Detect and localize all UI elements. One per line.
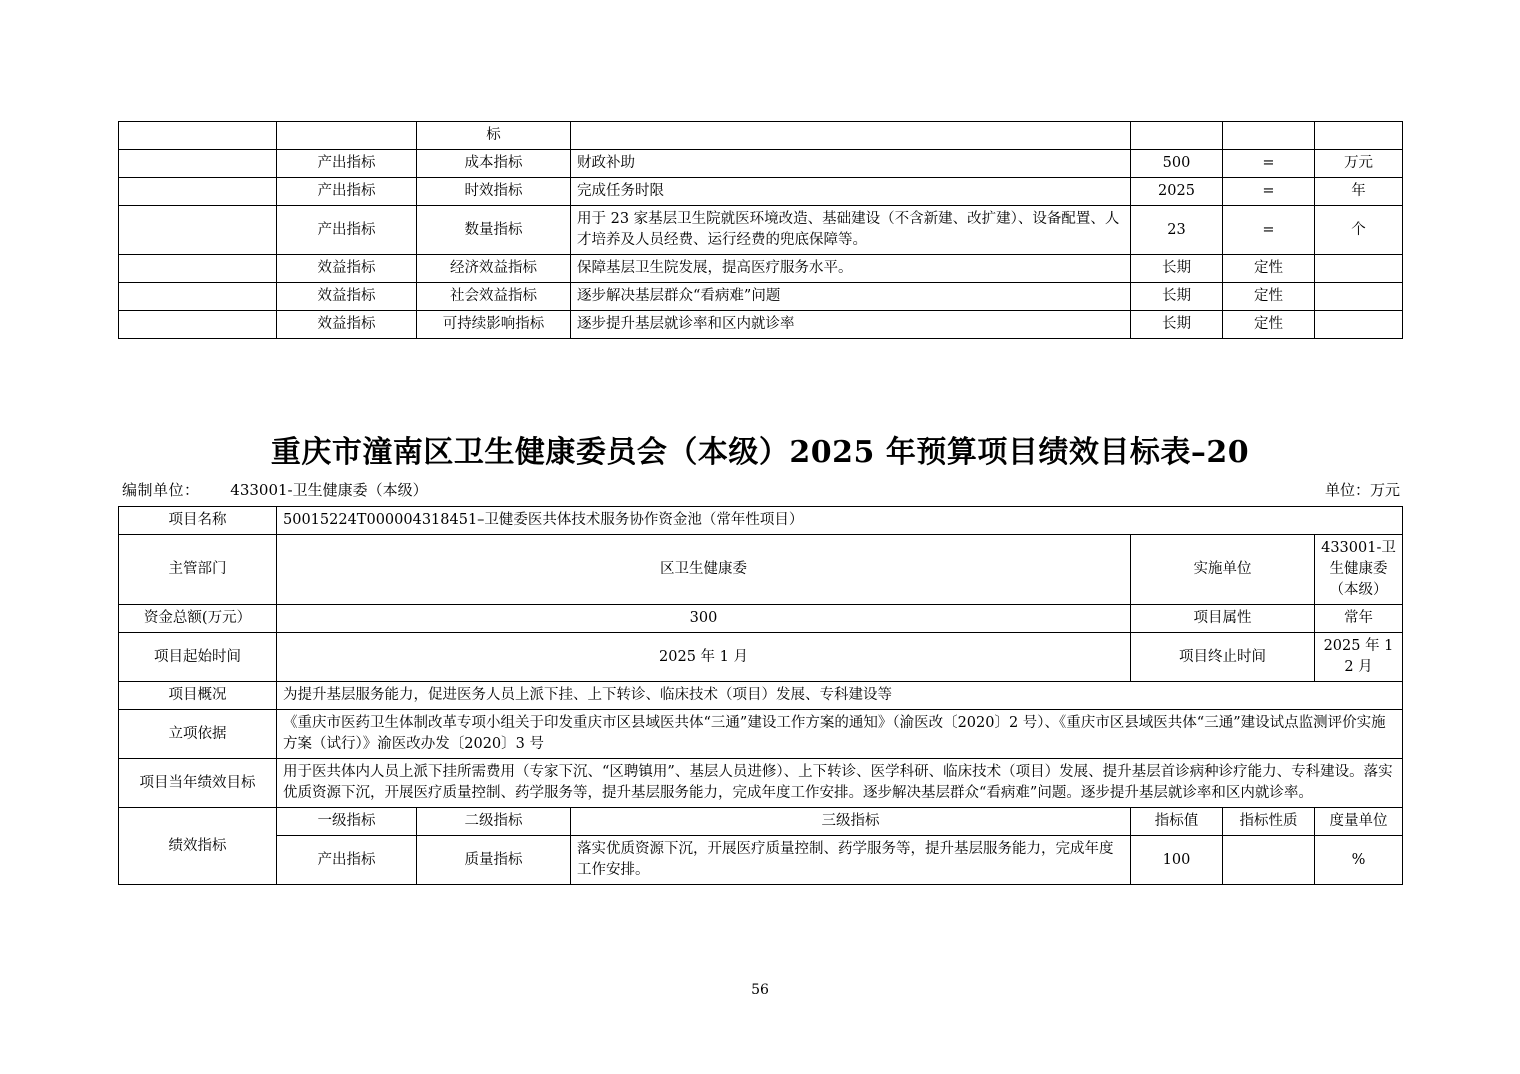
cell-level1: 产出指标 (277, 178, 417, 206)
cell-value: 23 (1131, 206, 1223, 255)
label-indicator: 绩效指标 (119, 808, 277, 885)
cell-empty-left (119, 206, 277, 255)
header-value: 指标值 (1131, 808, 1223, 836)
value-dept: 区卫生健康委 (277, 535, 1131, 605)
cell-empty-nature (1223, 122, 1315, 150)
table-row-total-amount (119, 605, 1403, 633)
cell-level2: 时效指标 (417, 178, 571, 206)
cell-value: 长期 (1131, 311, 1223, 339)
cell-empty-left (119, 283, 277, 311)
cell-level2: 社会效益指标 (417, 283, 571, 311)
value-impl-unit: 433001-卫生健康委（本级） (1315, 535, 1403, 605)
cell-unit: 年 (1315, 178, 1403, 206)
cell-value: 100 (1131, 836, 1223, 885)
label-end-time: 项目终止时间 (1131, 633, 1315, 682)
label-start-time: 项目起始时间 (119, 633, 277, 682)
table-row-period (119, 633, 1403, 682)
compile-unit-label: 编制单位： (122, 481, 200, 500)
compile-unit (118, 479, 428, 500)
cell-unit: 万元 (1315, 150, 1403, 178)
page-number: 56 (751, 982, 769, 998)
cell-level3: 落实优质资源下沉，开展医疗质量控制、药学服务等，提升基层服务能力，完成年度工作安排。 (571, 836, 1131, 885)
cell-level3: 逐步解决基层群众“看病难”问题 (571, 283, 1131, 311)
label-dept: 主管部门 (119, 535, 277, 605)
table-row (119, 283, 1403, 311)
table-row-basis (119, 710, 1403, 759)
label-impl-unit: 实施单位 (1131, 535, 1315, 605)
table-row (119, 150, 1403, 178)
cell-nature: 定性 (1223, 255, 1315, 283)
header-level3: 三级指标 (571, 808, 1131, 836)
page-title: 重庆市潼南区卫生健康委员会（本级）2025 年预算项目绩效目标表–20 (270, 435, 1250, 471)
table-row-annual-goal (119, 759, 1403, 808)
value-end-time: 2025 年 12 月 (1315, 633, 1403, 682)
cell-unit (1315, 311, 1403, 339)
continued-table-container (118, 0, 1402, 339)
cell-level1: 效益指标 (277, 283, 417, 311)
header-nature: 指标性质 (1223, 808, 1315, 836)
performance-indicator-table-continued (118, 121, 1403, 339)
cell-nature: = (1223, 206, 1315, 255)
cell-empty-left (119, 150, 277, 178)
cell-value: 长期 (1131, 255, 1223, 283)
cell-level3: 财政补助 (571, 150, 1131, 178)
cell-empty-left (119, 122, 277, 150)
label-overview: 项目概况 (119, 682, 277, 710)
cell-unit (1315, 255, 1403, 283)
cell-empty-level3 (571, 122, 1131, 150)
table-row-project-name (119, 507, 1403, 535)
cell-level1: 产出指标 (277, 206, 417, 255)
cell-unit: 个 (1315, 206, 1403, 255)
table-row (119, 255, 1403, 283)
cell-unit (1315, 283, 1403, 311)
cell-value: 长期 (1131, 283, 1223, 311)
cell-level2-partial: 标 (417, 122, 571, 150)
cell-nature: 定性 (1223, 283, 1315, 311)
cell-nature: = (1223, 178, 1315, 206)
cell-empty-left (119, 178, 277, 206)
header-unit: 度量单位 (1315, 808, 1403, 836)
value-overview: 为提升基层服务能力，促进医务人员上派下挂、上下转诊、临床技术（项目）发展、专科建设等 (277, 682, 1403, 710)
value-attribute: 常年 (1315, 605, 1403, 633)
label-total-amount: 资金总额(万元） (119, 605, 277, 633)
cell-empty-left (119, 311, 277, 339)
cell-empty-level1 (277, 122, 417, 150)
cell-empty-unit (1315, 122, 1403, 150)
cell-unit: % (1315, 836, 1403, 885)
cell-nature (1223, 836, 1315, 885)
cell-level2: 经济效益指标 (417, 255, 571, 283)
cell-level3: 用于 23 家基层卫生院就医环境改造、基础建设（不含新建、改扩建）、设备配置、人才培养及人员经费、运行经费的兜底保障等。 (571, 206, 1131, 255)
cell-empty-value (1131, 122, 1223, 150)
value-annual-goal: 用于医共体内人员上派下挂所需费用（专家下沉、“区聘镇用”、基层人员进修）、上下转诊、医学科研、临床技术（项目）发展、提升基层首诊病种诊疗能力、专科建设。落实优质资源下沉，开展医疗质量控制、药学服务等，提升基层服务能力，完成年度工作安排。逐步解决基层群众“看病难”问题。逐步提升基层就诊率和区内就诊率。 (277, 759, 1403, 808)
cell-empty-left (119, 255, 277, 283)
cell-level2: 可持续影响指标 (417, 311, 571, 339)
cell-nature: = (1223, 150, 1315, 178)
unit-note: 单位：万元 (1324, 481, 1400, 500)
header-level1: 一级指标 (277, 808, 417, 836)
cell-level1: 效益指标 (277, 311, 417, 339)
cell-value: 500 (1131, 150, 1223, 178)
cell-level1: 产出指标 (277, 150, 417, 178)
cell-nature: 定性 (1223, 311, 1315, 339)
table-row (119, 122, 1403, 150)
project-table-container (118, 506, 1402, 885)
cell-level1: 产出指标 (277, 836, 417, 885)
cell-level3: 保障基层卫生院发展，提高医疗服务水平。 (571, 255, 1131, 283)
cell-value: 2025 (1131, 178, 1223, 206)
cell-level2: 数量指标 (417, 206, 571, 255)
cell-level3: 完成任务时限 (571, 178, 1131, 206)
label-attribute: 项目属性 (1131, 605, 1315, 633)
table-row (119, 836, 1403, 885)
value-start-time: 2025 年 1 月 (277, 633, 1131, 682)
header-level2: 二级指标 (417, 808, 571, 836)
value-total-amount: 300 (277, 605, 1131, 633)
table-row (119, 311, 1403, 339)
cell-level3: 逐步提升基层就诊率和区内就诊率 (571, 311, 1131, 339)
cell-level1: 效益指标 (277, 255, 417, 283)
cell-level2: 成本指标 (417, 150, 571, 178)
label-project-name: 项目名称 (119, 507, 277, 535)
table-row (119, 206, 1403, 255)
header-subline (118, 479, 1402, 500)
value-basis: 《重庆市医药卫生体制改革专项小组关于印发重庆市区县域医共体“三通”建设工作方案的通知》（渝医改〔2020〕2 号）、《重庆市区县域医共体“三通”建设试点监测评价实施方案（试行）》渝医改办发〔2020〕3 号 (277, 710, 1403, 759)
project-performance-table (118, 506, 1403, 885)
table-row-dept (119, 535, 1403, 605)
cell-level2: 质量指标 (417, 836, 571, 885)
compile-unit-value: 433001-卫生健康委（本级） (230, 481, 428, 500)
table-row-indicator-header (119, 808, 1403, 836)
table-row (119, 178, 1403, 206)
label-basis: 立项依据 (119, 710, 277, 759)
label-annual-goal: 项目当年绩效目标 (119, 759, 277, 808)
table-row-overview (119, 682, 1403, 710)
value-project-name: 50015224T000004318451–卫健委医共体技术服务协作资金池（常年性项目） (277, 507, 1403, 535)
